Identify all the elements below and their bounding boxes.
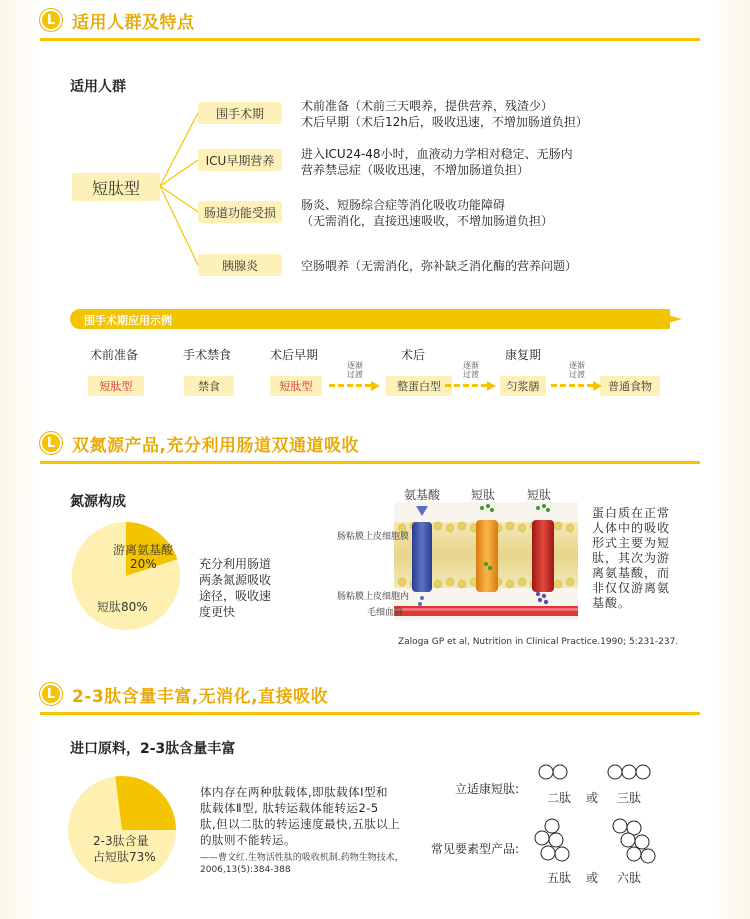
stage-label-fasting: 手术禁食 bbox=[183, 348, 232, 362]
pie-label-peptide-content: 2-3肽含量 bbox=[93, 834, 149, 848]
reference-citation: Zaloga GP et al, Nutrition in Clinical Practice.1990; 5:231-237. bbox=[398, 637, 679, 647]
pie-description: 充分利用肠道 两条氮源吸收 途径，吸收速 度更快 bbox=[199, 557, 272, 619]
pie-label-peptide-ratio: 占短肽73% bbox=[93, 850, 156, 864]
section-header-dual-nitrogen bbox=[40, 429, 700, 461]
section-title: 双氮源产品,充分利用肠道双通道吸收 bbox=[72, 436, 359, 456]
main-category-short-peptide: 短肽型 bbox=[72, 173, 160, 201]
label-hexapeptide: 六肽 bbox=[617, 871, 642, 885]
transition-arrow-3: 逐渐 过渡 bbox=[547, 361, 607, 391]
pie-label-free-amino-acid: 游离氨基酸 bbox=[113, 543, 174, 557]
nitrogen-pie-chart bbox=[70, 520, 182, 632]
stage-item-fasting: 禁食 bbox=[184, 376, 234, 396]
diagram-label-amino-acid: 氨基酸 bbox=[404, 488, 441, 502]
stage-item-short-peptide-2: 短肽型 bbox=[270, 376, 322, 396]
stage-label-preop: 术前准备 bbox=[90, 348, 139, 362]
diagram-label-capillary: 毛细血管 bbox=[367, 608, 404, 618]
section-divider bbox=[40, 712, 700, 715]
absorption-explanation: 蛋白质在正常 人体中的吸收 形式主要为短 肽，其次为游 离氨基酸，而 非仅仅游离氨 基酸。 bbox=[592, 506, 671, 610]
product-label-lishikang: 立适康短肽: bbox=[455, 782, 520, 796]
category-pancreatitis: 胰腺炎 bbox=[198, 254, 282, 276]
pentapeptide-hexapeptide-molecules bbox=[530, 816, 680, 866]
dipeptide-tripeptide-molecules bbox=[535, 760, 675, 788]
section-title: 2-3肽含量丰富,无消化,直接吸收 bbox=[72, 687, 329, 707]
peptide-pie-chart bbox=[66, 774, 178, 886]
pie-label-short-peptide: 短肽80% bbox=[97, 600, 148, 614]
category-intestinal-dysfunction: 肠道功能受损 bbox=[198, 201, 282, 223]
pie-slice-1 bbox=[115, 776, 176, 830]
label-tripeptide: 三肽 bbox=[617, 791, 642, 805]
label-pentapeptide: 五肽 bbox=[547, 871, 572, 885]
category-intestinal-desc: 肠炎、短肠综合症等消化吸收功能障碍 （无需消化，直接迅速吸收，不增加肠道负担） bbox=[301, 198, 554, 228]
category-pancreatitis-desc: 空肠喂养（无需消化，弥补缺乏消化酶的营养问题） bbox=[301, 259, 578, 273]
stage-item-short-peptide: 短肽型 bbox=[88, 376, 144, 396]
transporter-citation: ——曹文红.生物活性肽的吸收机制.药物生物技术， 2006,13(5):384-388 bbox=[200, 853, 404, 875]
stage-item-whole-protein: 整蛋白型 bbox=[386, 376, 452, 396]
category-perioperative-desc: 术前准备（术前三天喂养，提供营养，残渣少） 术后早期（术后12h后，吸收迅速，不增加肠道负担） bbox=[301, 99, 588, 129]
stage-label-postop: 术后 bbox=[401, 348, 426, 362]
diagram-label-cell-interior: 肠粘膜上皮细胞内 bbox=[337, 592, 410, 602]
transporter-paragraph: 体内存在两种肽载体,即肽载体Ⅰ型和 肽载体Ⅱ型, 肽转运载体能转运2-5 肽,但以二肽的转运速度最快,五肽以上 的肽则不能转运。 bbox=[200, 785, 401, 847]
perioperative-example-banner: 围手术期应用示例 bbox=[70, 309, 685, 329]
diagram-label-short-peptide-1: 短肽 bbox=[471, 488, 496, 502]
stage-label-recovery: 康复期 bbox=[505, 348, 542, 362]
diagram-label-short-peptide-2: 短肽 bbox=[527, 488, 552, 502]
section-divider bbox=[40, 461, 700, 464]
section-badge-icon: L bbox=[40, 683, 62, 705]
transition-arrow-1: 逐渐 过渡 bbox=[325, 361, 385, 391]
section-title: 适用人群及特点 bbox=[72, 13, 195, 33]
stage-label-early-postop: 术后早期 bbox=[270, 348, 319, 362]
section-badge-icon: L bbox=[40, 432, 62, 454]
pie-value-free-amino-acid: 20% bbox=[130, 557, 157, 571]
section-badge-icon: L bbox=[40, 9, 62, 31]
stage-item-normal-food: 普通食物 bbox=[600, 376, 660, 396]
intestinal-absorption-diagram bbox=[394, 502, 578, 620]
subtitle-suitable-groups: 适用人群 bbox=[70, 79, 126, 95]
category-icu-desc: 进入ICU24-48小时，血液动力学相对稳定、无肠内 营养禁忌症（吸收迅速，不增加肠道负担） bbox=[301, 147, 573, 177]
label-or-2: 或 bbox=[586, 871, 599, 885]
arrow-right-icon bbox=[668, 315, 682, 323]
subtitle-nitrogen-composition: 氮源构成 bbox=[70, 494, 126, 510]
label-dipeptide: 二肽 bbox=[547, 791, 572, 805]
subtitle-imported-material: 进口原料，2-3肽含量丰富 bbox=[70, 741, 236, 757]
label-or-1: 或 bbox=[586, 791, 599, 805]
transition-arrow-2: 逐渐 过渡 bbox=[441, 361, 501, 391]
section-header-di-tri-peptide bbox=[40, 680, 700, 712]
category-icu-early-nutrition: ICU早期营养 bbox=[198, 149, 282, 171]
diagram-label-membrane: 肠粘膜上皮细胞膜 bbox=[337, 532, 410, 542]
stage-item-homogenized: 匀浆膳 bbox=[500, 376, 546, 396]
category-perioperative: 围手术期 bbox=[198, 102, 282, 124]
product-label-elemental: 常见要素型产品: bbox=[431, 842, 520, 856]
